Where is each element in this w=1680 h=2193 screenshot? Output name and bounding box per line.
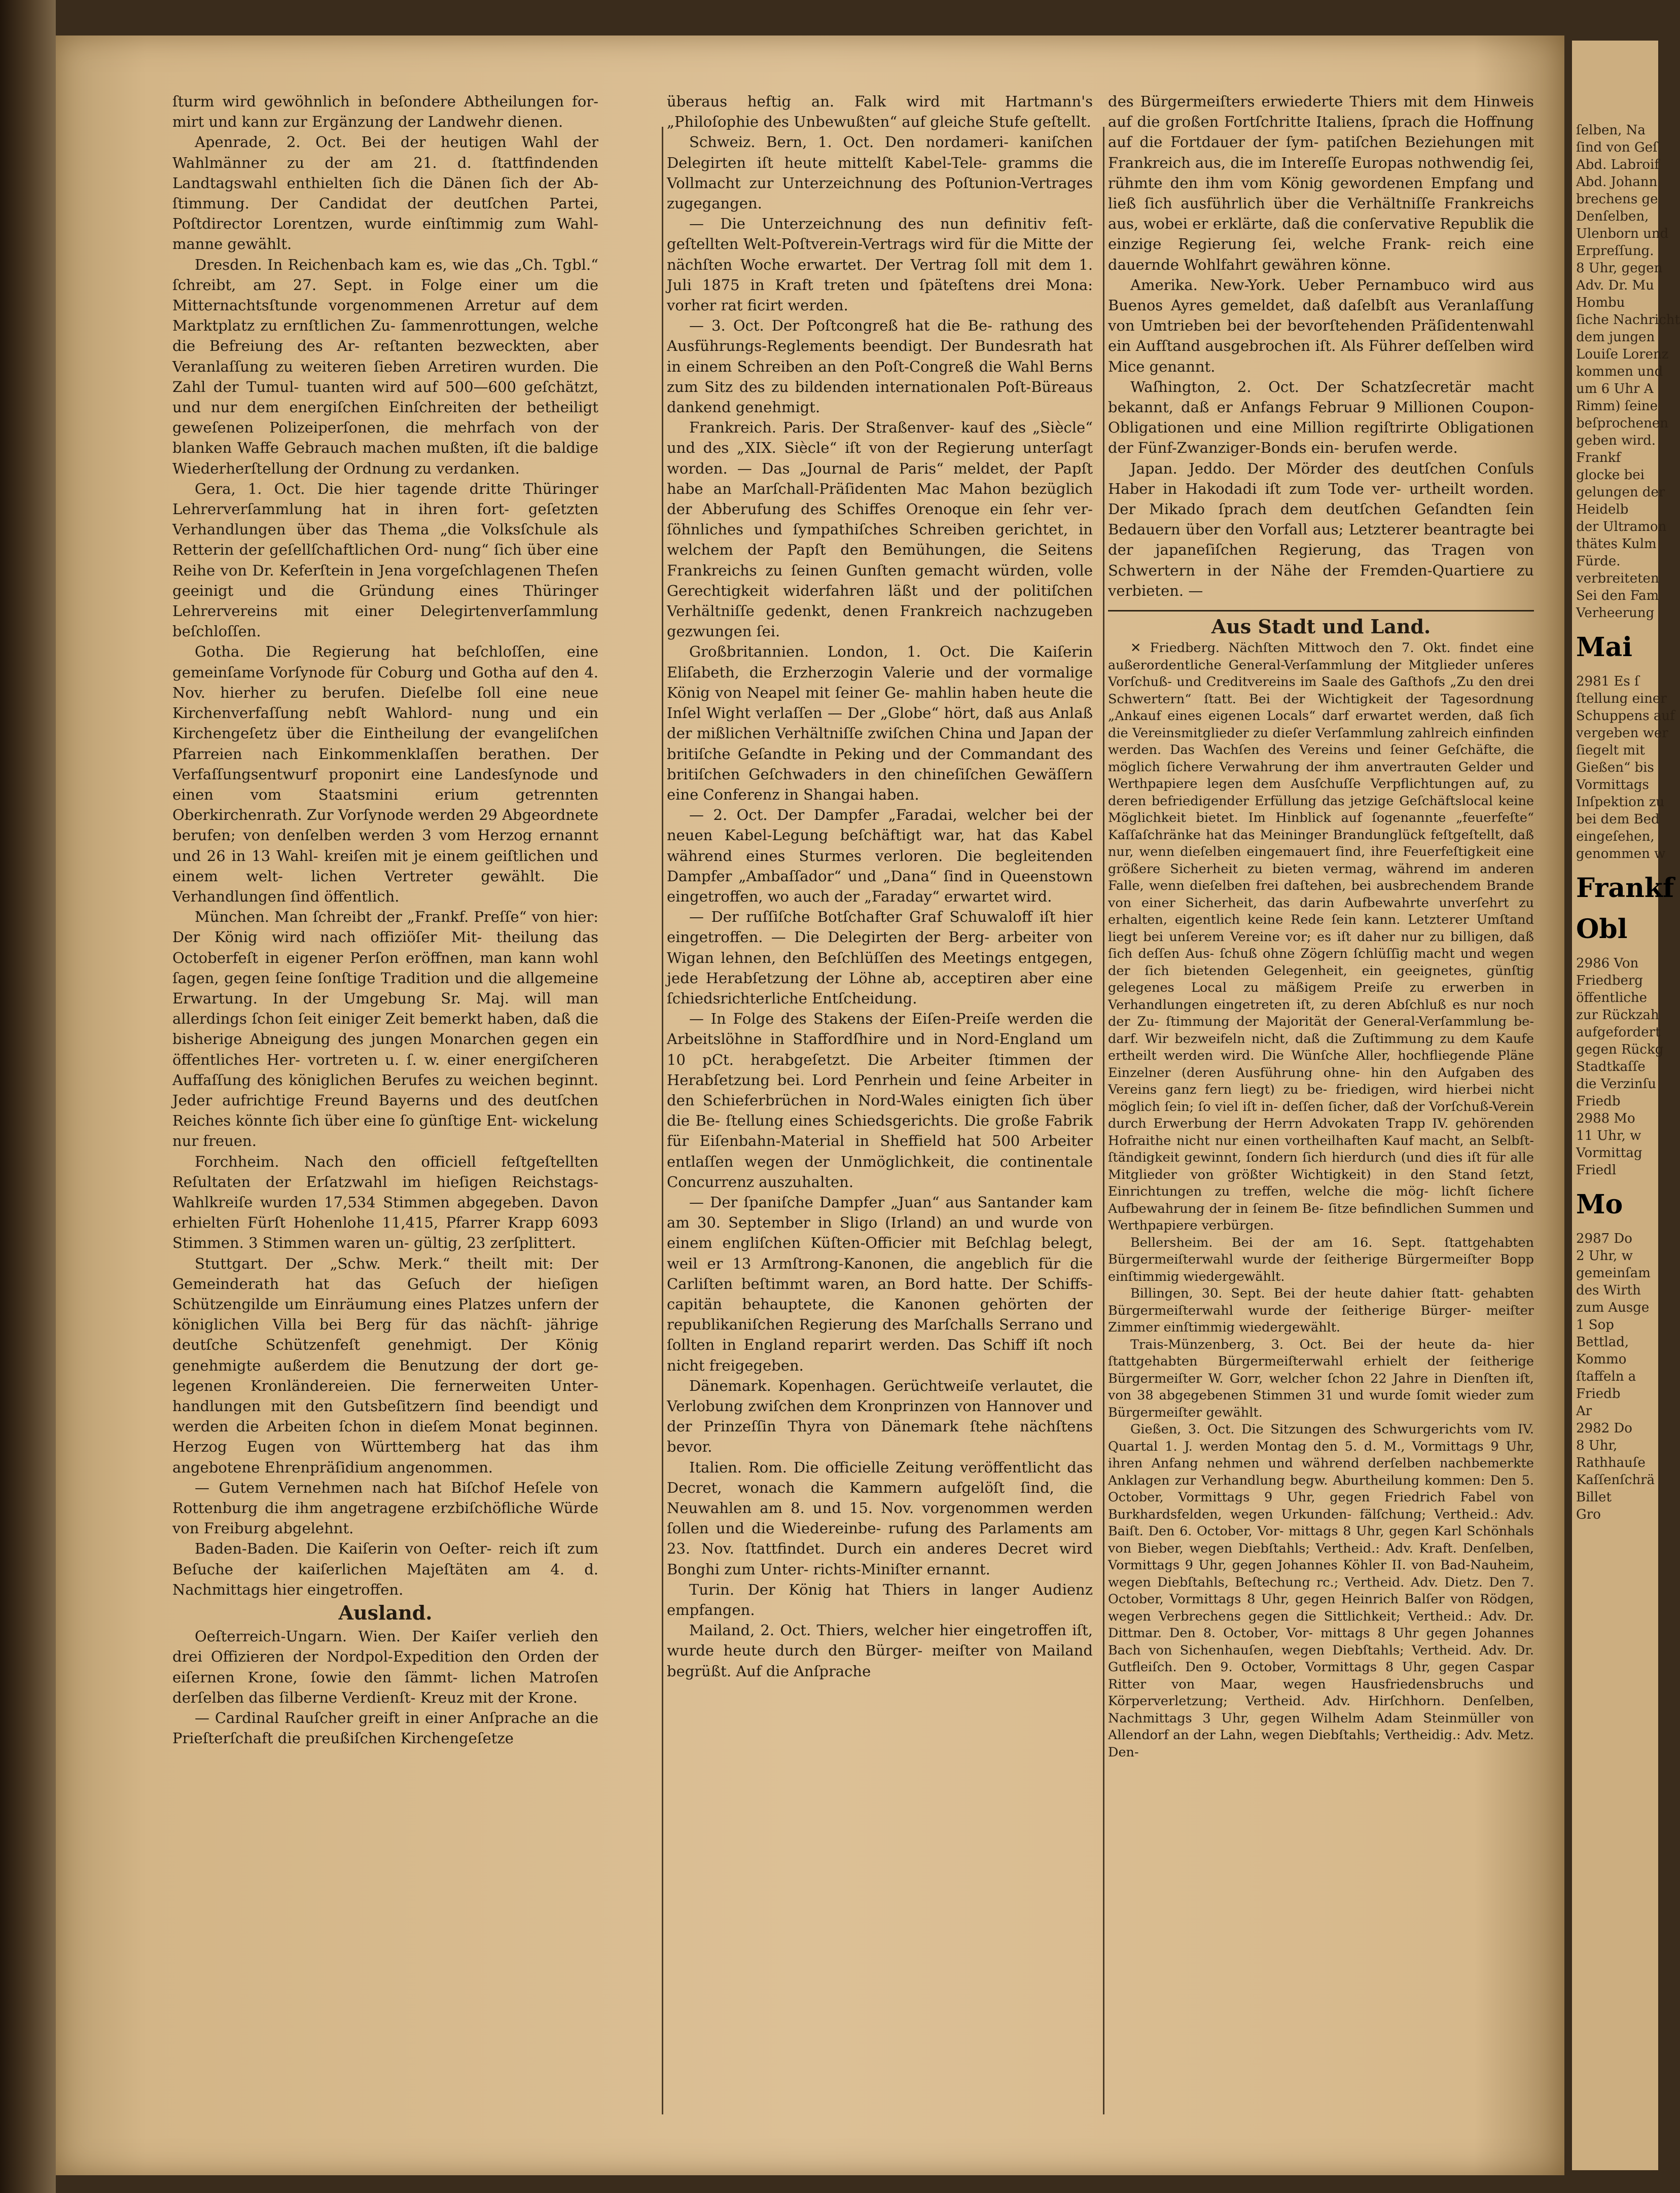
page-fragment-line: gegen Rückg: [1576, 1042, 1664, 1057]
article-paragraph: München. Man ſchreibt der „Frankf. Preſſe“ von hier: Der König wird nach offiziöſer Mit- theilung das Octoberfeſt in eigener Perſon eröffnen, man kann wohl ſagen, gegen ſeine ſonſtige Tradition und die allgemeine Erwartung. In der Umgebung Sr. Maj. will man allerdings ſchon ſeit einiger Zeit bemerkt haben, daß die bisherige Abneigung des jungen Monarchen gegen ein öffentliches Her- vortreten u. ſ. w. einer energiſcheren Auffaſſung des königlichen Berufes zu weichen beginnt. Jeder aufrichtige Freund Bayerns und des deutſchen Reiches könnte ſich über eine ſo günſtige Ent- wickelung nur freuen.: [172, 908, 598, 1150]
column-2: [667, 91, 1093, 2114]
article-paragraph: überaus heftig an. Falk wird mit Hartmann's „Philoſophie des Unbewußten“ auf gleiche Stufe geſtellt.: [667, 93, 1093, 131]
page-fragment-line: ſtaffeln a: [1576, 1369, 1636, 1384]
article-paragraph: — 3. Oct. Der Poſtcongreß hat die Be- rathung des Ausführungs-Reglements beendigt. Der Bundesrath hat in einem Schreiben an den Poſt-Congreß die Wahl Berns zum Sitz des zu bildenden internationalen Poſt-Büreaus dankend genehmigt.: [667, 317, 1093, 416]
page-fragment-line: Vormittag: [1576, 1145, 1642, 1161]
article-paragraph: — Die Unterzeichnung des nun definitiv feſt- geſtellten Welt-Poſtverein-Vertrags wird für die Mitte der nächſten Woche erwartet. Der Vertrag ſoll mit dem 1. Juli 1875 in Kraft treten und ſpäteſtens drei Mona: vorher rat ficirt werden.: [667, 215, 1093, 314]
page-fragment-line: 2982 Do: [1576, 1421, 1632, 1436]
page-fragment-line: ſtellung einer: [1576, 691, 1667, 706]
page-fragment-line: die Verzinſu: [1576, 1076, 1656, 1092]
article-paragraph: Baden-Baden. Die Kaiſerin von Oeſter- reich iſt zum Beſuche der kaiſerlichen Majeſtäten am 4. d. Nachmittags hier eingetroffen.: [172, 1540, 598, 1598]
article-paragraph: Gera, 1. Oct. Die hier tagende dritte Thüringer Lehrerverſammlung hat in ihren fort- geſetzten Verhandlungen über das Thema „die Volksſchule als Retterin der geſellſchaftlichen Ord- nung“ ſich über eine Reihe von Dr. Keferſtein in Jena vorgeſchlagenen Theſen geeinigt und die Gründung eines Thüringer Lehrervereins mit einer Delegirtenverſammlung beſchloſſen.: [172, 480, 598, 640]
page-fragment-heading: Mo: [1576, 1189, 1623, 1220]
article-paragraph: Amerika. New-York. Ueber Pernambuco wird aus Buenos Ayres gemeldet, daß daſelbſt aus Veranlaſſung von Umtrieben bei der bevorſtehenden Präſidentenwahl ein Aufſtand ausgebrochen iſt. Als Führer deſſelben wird Mice genannt.: [1108, 276, 1534, 375]
page-fragment-line: bei dem Bed: [1576, 812, 1660, 827]
section-divider: [1108, 610, 1534, 612]
page-fragment-line: Ar: [1576, 1404, 1592, 1419]
page-fragment-line: 8 Uhr,: [1576, 1438, 1618, 1453]
page-fragment-line: genommen w: [1576, 846, 1666, 861]
article-paragraph: — Cardinal Rauſcher greift in einer Anſprache an die Prieſterſchaft die preußiſchen Kirchengeſetze: [172, 1709, 598, 1747]
page-fragment-line: brechens ge: [1576, 192, 1658, 207]
article-paragraph: Turin. Der König hat Thiers in langer Audienz empfangen.: [667, 1580, 1093, 1619]
page-fragment-line: dem jungen: [1576, 330, 1655, 345]
page-fragment-heading: Mai: [1576, 632, 1633, 663]
page-fragment-line: Bettlad,: [1576, 1335, 1629, 1350]
page-fragment-line: um 6 Uhr A: [1576, 381, 1654, 397]
page-fragment-line: Friedl: [1576, 1163, 1617, 1178]
page-fragment-line: 2981 Es ſ: [1576, 674, 1639, 689]
page-fragment-line: Adv. Dr. Mu: [1576, 278, 1654, 293]
article-paragraph: — 2. Oct. Der Dampfer „Faradai, welcher bei der neuen Kabel-Legung beſchäftigt war, hat das Kabel während eines Sturmes verloren. Die begleitenden Dampfer „Ambaſſador“ und „Dana“ ſind in Queenstown eingetroffen, wo auch der „Faraday“ erwartet wird.: [667, 806, 1093, 905]
page-fragment-line: Abd. Labroif: [1576, 157, 1660, 172]
page-fragment-line: Kaſſenſchrä: [1576, 1472, 1655, 1488]
article-paragraph: Japan. Jeddo. Der Mörder des deutſchen Conſuls Haber in Hakodadi iſt zum Tode ver- urtheilt worden. Der Mikado ſprach dem deutſchen Geſandten ſein Bedauern über den Vorfall aus; Letzterer beantragte bei der japaneſiſchen Regierung, das Tragen von Schwertern in der Nähe der Fremden-Quartiere zu verbieten. —: [1108, 459, 1534, 599]
article-paragraph: — Gutem Vernehmen nach hat Biſchof Heſele von Rottenburg die ihm angetragene erzbiſchöfliche Würde von Freiburg abgelehnt.: [172, 1479, 598, 1537]
page-fragment-line: Hombu: [1576, 295, 1625, 310]
page-fragment-line: Ulenborn und: [1576, 226, 1669, 241]
article-paragraph: Großbritannien. London, 1. Oct. Die Kaiſerin Eliſabeth, die Erzherzogin Valerie und der vormalige König von Neapel mit ſeiner Ge- mahlin haben heute die Inſel Wight verlaſſen — Der „Globe“ hört, daß aus Anlaß der mißlichen Verhältniſſe zwiſchen China und Japan der britiſche Geſandte in Peking und der Commandant des britiſchen Geſchwaders in den chineſiſchen Gewäſſern eine Conferenz in Shangai haben.: [667, 643, 1093, 803]
page-fragment-line: Friedberg: [1576, 973, 1643, 988]
page-fragment-line: glocke bei: [1576, 468, 1645, 483]
page-fragment-line: Sei den Fam: [1576, 588, 1659, 603]
page-fragment-line: Gießen“ bis: [1576, 760, 1654, 775]
article-paragraph: Mailand, 2. Oct. Thiers, welcher hier eingetroffen iſt, wurde heute durch den Bürger- meiſter von Mailand begrüßt. Auf die Anſprache: [667, 1622, 1093, 1680]
page-fragment-line: ſind von Geſ: [1576, 140, 1658, 155]
page-fragment-line: Heidelb: [1576, 502, 1629, 517]
column-rule: [1103, 127, 1104, 2114]
page-fragment-line: Fürde.: [1576, 554, 1621, 569]
page-fragment-line: gemeinſam: [1576, 1266, 1651, 1281]
article-paragraph: ✕ Friedberg. Nächſten Mittwoch den 7. Okt. findet eine außerordentliche General-Verſammlung der Mitglieder unſeres Vorſchuß- und Creditvereins im Saale des Gaſthofs „Zu den drei Schwertern“ ſtatt. Bei der Wichtigkeit der Tagesordnung „Ankauf eines eigenen Locals“ darf erwartet werden, daß ſich die Vereinsmitglieder zu dieſer Verſammlung zahlreich einfinden werden. Das Wachſen des Vereins und ſeiner Geſchäfte, die möglich ſichere Verwahrung der ihm anvertrauten Gelder und Werthpapiere legen dem Ausſchuſſe Verpflichtungen auf, zu deren befriedigender Erfüllung das jetzige Geſchäftslocal keine Möglichkeit bietet. Im Hinblick auf ſogenannte „feuerfeſte“ Kaſſaſchränke hat das Meininger Brandunglück feſtgeſtellt, daß nur, wenn dieſelben eingemauert ſind, ihre Feuerfeſtigkeit eine größere Sicherheit zu bieten vermag, während im anderen Falle, wenn dieſelben frei daſtehen, bei ausbrechendem Brande von einer Sicherheit, das darin Aufbewahrte unverſehrt zu erhalten, eigentlich keine Rede ſein kann. Letzterer Umſtand liegt bei unſerem Vereine vor; es iſt daher nur zu billigen, daß ſich deſſen Aus- ſchuß ohne Zögern ſchlüſſig macht und wegen der ſich bietenden Gelegenheit, ein geeignetes, günſtig gelegenes Local zu mäßigem Preiſe zu erwerben in Verhandlungen eingetreten iſt, zu deren Abſchluß es nur noch der Zu- ſtimmung der Majorität der General-Verſammlung be- darf. Wir bezweifeln nicht, daß die Zuſtimmung zu dem Kaufe ertheilt werden wird. Die Wünſche Aller, hochfliegende Pläne Einzelner (deren Ausführung ohne- hin den Aufgaben des Vereins ganz fern liegt) zu be- friedigen, wird hierbei nicht möglich ſein; ſo viel iſt in- deſſen ſicher, daß der Vorſchuß-Verein durch Erwerbung der Herrn Advokaten Trapp IV. gehörenden Hofraithe nicht nur einen vortheilhaften Kauf macht, an Selbſt- ſtändigkeit gewinnt, ſondern ſich hierdurch (und dies iſt für alle Mitglieder von größter Wichtigkeit) in den Stand ſetzt, Einrichtungen zu treffen, welche die mög- lichſt ſichere Aufbewahrung der in ſeinem Be- ſitze befindlichen Summen und Werthpapiere verbürgen.: [1108, 640, 1534, 1234]
page-fragment-line: Gro: [1576, 1507, 1601, 1522]
page-fragment-line: ſiegelt mit: [1576, 743, 1645, 758]
section-heading-ausland: Ausland.: [338, 1601, 433, 1625]
page-fragment-heading: Obl: [1576, 914, 1628, 945]
article-paragraph: Dresden. In Reichenbach kam es, wie das „Ch. Tgbl.“ ſchreibt, am 27. Sept. in Folge einer um die Mitternachtsſtunde vorgenommenen Arretur auf dem Marktplatz zu ernſtlichen Zu- ſammenrottungen, welche die Befreiung des Ar- reſtanten bezweckten, aber Veranlaſſung zu weiteren ſieben Arretiren wurden. Die Zahl der Tumul- tuanten wird auf 500—600 geſchätzt, und nur dem energiſchen Einſchreiten der betheiligt geweſenen Polizeiperſonen, die mehrfach von der blanken Waffe Gebrauch machen mußten, iſt die baldige Wiederherſtellung der Ordnung zu verdanken.: [172, 256, 598, 477]
page-fragment-line: geben wird.: [1576, 433, 1656, 448]
page-fragment-line: der Ultramon: [1576, 519, 1667, 534]
page-fragment-line: Friedb: [1576, 1094, 1621, 1109]
page-fragment-line: 2 Uhr, w: [1576, 1248, 1633, 1264]
article-paragraph: Italien. Rom. Die officielle Zeitung veröffentlicht das Decret, wonach die Kammern aufgelöſt ſind, die Neuwahlen am 8. und 15. Nov. vorgenommen werden ſollen und die Wiedereinbe- rufung des Parlaments am 23. Nov. ſtattfindet. Durch ein anderes Decret wird Bonghi zum Unter- richts-Miniſter ernannt.: [667, 1458, 1093, 1578]
page-fragment-line: Schuppens auf: [1576, 708, 1675, 724]
article-paragraph: Stuttgart. Der „Schw. Merk.“ theilt mit: Der Gemeinderath hat das Geſuch der hieſigen Schützengilde um Einräumung eines Platzes unfern der königlichen Villa bei Berg für das nächſt- jährige deutſche Schützenfeſt genehmigt. Der König genehmigte außerdem die Benutzung der dort ge- legenen Kronländereien. Die fernerweiten Unter- handlungen mit den Gutsbeſitzern ſind beendigt und werden die Arbeiten ſchon in dieſem Monat beginnen. Herzog Eugen von Württemberg hat das ihm angebotene Ehrenpräſidium angenommen.: [172, 1254, 598, 1476]
page-fragment-line: ſelben, Na: [1576, 123, 1646, 138]
page-fragment-line: aufgefordert: [1576, 1025, 1661, 1040]
page-fragment-line: ſiche Nachricht: [1576, 312, 1680, 328]
page-fragment-line: 1 Sop: [1576, 1317, 1614, 1333]
page-fragment-line: gelungen der: [1576, 485, 1665, 500]
article-paragraph: Waſhington, 2. Oct. Der Schatzſecretär macht bekannt, daß er Anfangs Februar 9 Millionen Coupon-Obligationen und eine Million regiſtrirte Obligationen der Fünf-Zwanziger-Bonds ein- berufen werde.: [1108, 378, 1534, 457]
local-news: [1108, 640, 1534, 1761]
page-fragment-line: 2988 Mo: [1576, 1111, 1635, 1126]
page-fragment-line: Stadtkaſſe: [1576, 1059, 1646, 1074]
column-1: [172, 91, 598, 2114]
article-paragraph: — Der ſpaniſche Dampfer „Juan“ aus Santander kam am 30. September in Sligo (Irland) an und wurde von einem engliſchen Küſten-Officier mit Beſchlag belegt, weil er 13 Armſtrong-Kanonen, die angeblich für die Carliſten beſtimmt waren, an Bord hatte. Der Schiffs- capitän behauptete, die Kanonen gehörten der republikaniſchen Regierung des Marſchalls Serrano und ſollten in England reparirt werden. Das Schiff iſt noch nicht freigegeben.: [667, 1193, 1093, 1374]
page-fragment-line: vergeben wer: [1576, 726, 1668, 741]
page-fragment-line: thätes Kulm: [1576, 536, 1657, 552]
article-paragraph: Oeſterreich-Ungarn. Wien. Der Kaiſer verlieh den drei Offizieren der Nordpol-Expedition den Orden der eiſernen Krone, ſowie den ſämmt- lichen Matroſen derſelben das ſilberne Verdienſt- Kreuz mit der Krone.: [172, 1628, 598, 1706]
page-fragment-line: beſprochenen: [1576, 416, 1668, 431]
article-paragraph: Apenrade, 2. Oct. Bei der heutigen Wahl der Wahlmänner zu der am 21. d. ſtattfindenden Landtagswahl enthielten ſich die Dänen ſich der Ab- ſtimmung. Der Candidat der deutſchen Partei, Poſtdirector Lorentzen, wurde einſtimmig zum Wahl- manne gewählt.: [172, 133, 598, 253]
article-paragraph: des Bürgermeiſters erwiederte Thiers mit dem Hinweis auf die großen Fortſchritte Italiens, ſprach die Hoffnung auf die Fortdauer der ſym- patiſchen Beziehungen mit Frankreich aus, die im Intereſſe Europas nothwendig ſei, rühmte den ihm vom König gewordenen Empfang und ließ ſich ausführlich über die Verhältniſſe Frankreichs aus, wobei er erklärte, daß die conſervative Republik die einzige Regierung ſei, welche Frank- reich eine dauernde Wohlfahrt gewähren könne.: [1108, 93, 1534, 273]
article-paragraph: Trais-Münzenberg, 3. Oct. Bei der heute da- hier ſtattgehabten Bürgermeiſterwahl erhielt der ſeitherige Bürgermeiſter W. Gorr, welcher ſchon 22 Jahre in Dienſten iſt, von 38 abgegebenen Stimmen 31 und wurde ſomit wieder zum Bürgermeiſter gewählt.: [1108, 1337, 1534, 1420]
page-fragment-line: Inſpektion zu: [1576, 795, 1665, 810]
page-fragment-line: 2987 Do: [1576, 1231, 1632, 1246]
page-fragment-line: Rimm) ſeine: [1576, 399, 1658, 414]
page-fragment-line: kommen und: [1576, 364, 1663, 379]
section-heading-stadt-und-land: Aus Stadt und Land.: [1211, 615, 1431, 638]
article-paragraph: Frankreich. Paris. Der Straßenver- kauf des „Siècle“ und des „XIX. Siècle“ iſt von der Regierung unterſagt worden. — Das „Journal de Paris“ meldet, der Papſt habe an Marſchall-Präſidenten Mac Mahon bezüglich der Abberufung des Schiffes Orenoque ein ſehr ver- ſöhnliches und ſympathiſches Schreiben gerichtet, in welchem der Papſt den Bemühungen, die Seitens Frankreichs zu ſeinen Gunſten gemacht würden, volle Gerechtigkeit widerfahren läßt und der politiſchen Verhältniſſe gedenkt, denen Frankreich nachzugeben gezwungen ſei.: [667, 419, 1093, 640]
article-paragraph: Gießen, 3. Oct. Die Sitzungen des Schwurgerichts vom IV. Quartal 1. J. werden Montag den 5. d. M., Vormittags 9 Uhr, ihren Anfang nehmen und während derſelben nachbemerkte Anklagen zur Verhandlung begw. Aburtheilung kommen: Den 5. October, Vormittags 9 Uhr, gegen Friedrich Fabel von Burkhardsfelden, wegen Urkunden- fälſchung; Vertheid.: Adv. Baiſt. Den 6. October, Vor- mittags 8 Uhr, gegen Karl Schönhals von Bieber, wegen Diebſtahls; Vertheid.: Adv. Kraft. Denſelben, Vormittags 9 Uhr, gegen Johannes Köhler II. von Bad-Nauheim, wegen Diebſtahls, Beſtechung rc.; Vertheid. Adv. Dietz. Den 7. October, Vormittags 8 Uhr, gegen Heinrich Balſer von Rödgen, wegen Verbrechens gegen die Sittlichkeit; Vertheid.: Adv. Dr. Dittmar. Den 8. October, Vor- mittags 8 Uhr gegen Johannes Bach von Sichenhauſen, wegen Diebſtahls; Vertheid. Adv. Dr. Gutfleiſch. Den 9. October, Vormittags 8 Uhr, gegen Caspar Ritter von Maar, wegen Hausfriedensbruchs und Körperverletzung; Vertheid. Adv. Hirſchhorn. Denſelben, Nachmittags 3 Uhr, gegen Wilhelm Adam Steinmüller von Allendorf an der Lahn, wegen Diebſtahls; Vertheidig.: Adv. Metz. Den-: [1108, 1422, 1534, 1760]
page-fragment-line: 11 Uhr, w: [1576, 1128, 1641, 1143]
page-fragment-line: Abd. Johann: [1576, 174, 1658, 190]
page-fragment-line: Verheerung: [1576, 605, 1655, 621]
article-paragraph: Gotha. Die Regierung hat beſchloſſen, eine gemeinſame Vorſynode für Coburg und Gotha auf den 4. Nov. hierher zu berufen. Dieſelbe ſoll eine neue Kirchenverfaſſung nebſt Wahlord- nung und ein Kirchengeſetz über die Eintheilung der evangeliſchen Pfarreien nach Einkommenklaſſen berathen. Der Verfaſſungsentwurf proponirt eine Landesſynode und einen vom Staatsmini erium getrennten Oberkirchenrath. Zur Vorſynode werden 29 Abgeordnete berufen; von denſelben werden 3 vom Herzog ernannt und 26 in 13 Wahl- kreiſen mit je einem geiſtlichen und einem welt- lichen Vertreter gewählt. Die Verhandlungen ſind öffentlich.: [172, 643, 598, 905]
page-fragment-line: Denſelben,: [1576, 209, 1649, 224]
page-fragment-line: Vormittags: [1576, 777, 1649, 793]
page-fragment-line: Louiſe Lorenz: [1576, 347, 1669, 362]
page-fragment-line: Billet: [1576, 1490, 1612, 1505]
article-paragraph: — In Folge des Stakens der Eiſen-Preiſe werden die Arbeitslöhne in Staffordſhire und in Nord-England um 10 pCt. herabgeſetzt. Die Arbeiter ſtimmen der Herabſetzung bei. Lord Penrhein und ſeine Arbeiter in den Schieferbrüchen in Nord-Wales einigten ſich über die Be- ſtellung eines Schiedsgerichts. Die große Fabrik für Eiſenbahn-Material in Sheffield hat 500 Arbeiter entlaſſen wegen der Unmöglichkeit, die continentale Concurrenz auszuhalten.: [667, 1010, 1093, 1191]
article-paragraph: Dänemark. Kopenhagen. Gerüchtweiſe verlautet, die Verlobung zwiſchen dem Kronprinzen von Hannover und der Prinzeſſin Thyra von Dänemark ſtehe nächſtens bevor.: [667, 1377, 1093, 1456]
page-fragment-line: Rathhauſe: [1576, 1455, 1646, 1470]
page-fragment-line: zur Rückzah: [1576, 1008, 1659, 1023]
article-paragraph: Forchheim. Nach den officiell feſtgeſtellten Reſultaten der Erſatzwahl im hieſigen Reichstags- Wahlkreiſe wurden 17,534 Stimmen abgegeben. Davon erhielten Fürſt Hohenlohe 11,415, Pfarrer Krapp 6093 Stimmen. 3 Stimmen waren un- gültig, 23 zerſplittert.: [172, 1153, 598, 1252]
page-fragment-line: eingeſehen,: [1576, 829, 1655, 844]
page-fragment-line: Frankf: [1576, 450, 1621, 465]
column-3: [1108, 91, 1534, 2114]
page-fragment-line: zum Ausge: [1576, 1300, 1650, 1315]
article-paragraph: ſturm wird gewöhnlich in beſondere Abtheilungen for- mirt und kann zur Ergänzung der Landwehr dienen.: [172, 93, 598, 131]
column-rule: [662, 127, 663, 2114]
article-paragraph: Schweiz. Bern, 1. Oct. Den nordameri- kaniſchen Delegirten iſt heute mittelſt Kabel-Tele- gramms die Vollmacht zur Unterzeichnung des Poſtunion-Vertrages zugegangen.: [667, 133, 1093, 212]
page-fragment-heading: Frankf: [1576, 873, 1674, 904]
adjacent-page-edge: [1572, 41, 1680, 2170]
article-paragraph: Billingen, 30. Sept. Bei der heute dahier ſtatt- gehabten Bürgermeiſterwahl wurde der ſeitherige Bürger- meiſter Zimmer einſtimmig wiedergewählt.: [1108, 1286, 1534, 1336]
page-fragment-line: verbreiteten: [1576, 571, 1659, 586]
article-paragraph: Bellersheim. Bei der am 16. Sept. ſtattgehabten Bürgermeiſterwahl wurde der ſeitherige Bürgermeiſter Bopp einſtimmig wiedergewählt.: [1108, 1235, 1534, 1284]
book-spine: [0, 0, 56, 2193]
page-fragment-line: Friedb: [1576, 1386, 1621, 1401]
page-fragment-line: Kommo: [1576, 1352, 1627, 1367]
page-fragment-line: Erpreſſung.: [1576, 243, 1654, 259]
page-fragment-line: 2986 Von: [1576, 956, 1639, 971]
article-paragraph: — Der ruſſiſche Botſchafter Graf Schuwaloff iſt hier eingetroffen. — Die Delegirten der Berg- arbeiter von Wigan lehnen, den Beſchlüſſen des Meetings entgegen, jede Herabſetzung der Löhne ab, acceptiren aber eine ſchiedsrichterliche Entſcheidung.: [667, 908, 1093, 1007]
page-fragment-line: des Wirth: [1576, 1283, 1641, 1298]
page-fragment-line: öffentliche: [1576, 990, 1648, 1005]
page-fragment-line: 8 Uhr, gegen: [1576, 261, 1663, 276]
